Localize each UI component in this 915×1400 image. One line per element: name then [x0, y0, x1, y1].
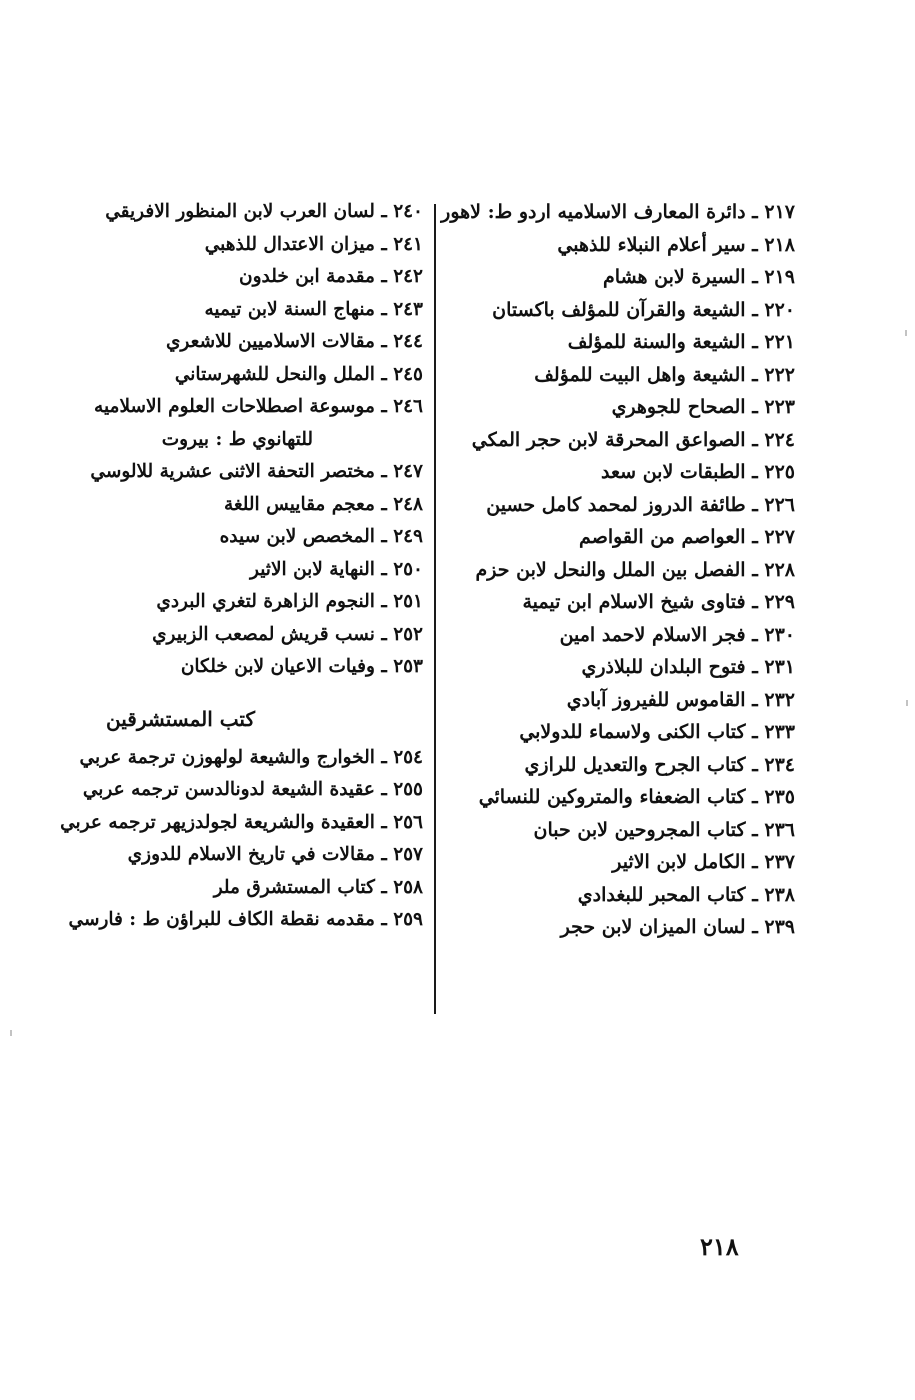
reference-entry: ٢١٨ ـ سير أعلام النبلاء للذهبي	[557, 233, 795, 256]
reference-entry: ٢٥٥ ـ عقيدة الشيعة لدونالدسن ترجمه عربي	[82, 779, 423, 800]
left-entries-group-a	[0, 196, 423, 424]
reference-entry: ٢٥٢ ـ نسب قريش لمصعب الزبيري	[152, 623, 423, 645]
reference-entry: ٢٤٥ ـ الملل والنحل للشهرستاني	[174, 363, 423, 385]
reference-entry: ٢٤٣ ـ منهاج السنة لابن تيميه	[204, 298, 423, 320]
reference-entry: ٢٢٣ ـ الصحاح للجوهري	[611, 396, 795, 418]
reference-entry: ٢٢٧ ـ العواصم من القواصم	[579, 526, 795, 548]
left-entries-group-b	[0, 456, 423, 684]
reference-entry: ٢٥٦ ـ العقيدة والشريعة لجولدزيهر ترجمه عربي	[60, 811, 423, 833]
reference-entry: ٢٤٤ ـ مقالات الاسلاميين للاشعري	[165, 331, 423, 352]
scan-speck	[905, 330, 907, 336]
reference-entry: ٢٢٤ ـ الصواعق المحرقة لابن حجر المكي	[471, 428, 795, 451]
reference-entry: ٢١٧ ـ دائرة المعارف الاسلاميه اردو ط: لاهور	[441, 201, 795, 223]
reference-entry: ٢٥٠ ـ النهاية لابن الاثير	[250, 558, 423, 580]
reference-entry: ٢٤٦ ـ موسوعة اصطلاحات العلوم الاسلاميه	[94, 396, 423, 417]
reference-entry: ٢٣٥ ـ كتاب الضعفاء والمتروكين للنسائي	[478, 786, 795, 808]
reference-entry: ٢٥٩ ـ مقدمه نقطة الكاف للبراؤن ط : فارسي	[68, 909, 423, 930]
reference-entry: ٢٣٣ ـ كتاب الكنى ولاسماء للدولابي	[519, 721, 795, 743]
reference-entry: ٢٣٧ ـ الكامل لابن الاثير	[612, 851, 795, 873]
left-entries-group-c	[0, 742, 423, 937]
reference-entry: ٢٢٥ ـ الطبقات لابن سعد	[601, 461, 795, 483]
reference-entry: ٢٤٩ ـ المخصص لابن سيده	[219, 526, 423, 547]
reference-entry: ٢٣٢ ـ القاموس للفيروز آبادي	[566, 688, 795, 711]
reference-entry: ٢٣١ ـ فتوح البلدان للبلاذري	[581, 656, 795, 678]
reference-entry: ٢١٩ ـ السيرة لابن هشام	[603, 266, 795, 288]
reference-entry: ٢٣٤ ـ كتاب الجرح والتعديل للرازي	[524, 753, 795, 776]
reference-entry: ٢٥١ ـ النجوم الزاهرة لتغري البردي	[156, 591, 423, 612]
scan-speck	[906, 700, 908, 706]
reference-entry: ٢٥٤ ـ الخوارج والشيعة لولهوزن ترجمة عربي	[79, 746, 423, 768]
reference-entry: ٢٢٢ ـ الشيعة واهل البيت للمؤلف	[534, 363, 795, 386]
scan-speck	[10, 1030, 12, 1036]
reference-entry: ٢٢١ ـ الشيعة والسنة للمؤلف	[567, 331, 795, 353]
reference-entry: ٢٤١ ـ ميزان الاعتدال للذهبي	[204, 233, 423, 255]
page-number: ٢١٨	[700, 1232, 739, 1261]
reference-entry: ٢٢٨ ـ الفصل بين الملل والنحل لابن حزم	[475, 558, 795, 581]
reference-entry: ٢٥٧ ـ مقالات في تاريخ الاسلام للدوزي	[127, 844, 423, 865]
reference-entry: ٢٤٠ ـ لسان العرب لابن المنظور الافريقي	[105, 201, 423, 222]
reference-entry: ٢٢٦ ـ طائفة الدروز لمحمد كامل حسين	[486, 493, 795, 516]
references-column-right	[415, 196, 795, 944]
reference-entry: ٢٥٣ ـ وفيات الاعيان لابن خلكان	[180, 656, 423, 677]
reference-entry: ٢٣٠ ـ فجر الاسلام لاحمد امين	[559, 623, 795, 646]
references-column-left	[0, 196, 423, 937]
reference-entry: ٢٤٧ ـ مختصر التحفة الاثنى عشرية للالوسي	[90, 461, 423, 482]
reference-entry: ٢٥٨ ـ كتاب المستشرق ملر	[213, 876, 423, 898]
reference-entry: ٢٢٩ ـ فتاوى شيخ الاسلام ابن تيمية	[522, 591, 795, 613]
reference-entry: ٢٤٢ ـ مقدمة ابن خلدون	[239, 266, 423, 287]
reference-entry: ٢٣٨ ـ كتاب المحبر للبغدادي	[577, 883, 795, 906]
section-heading-orientalists: كتب المستشرقين	[106, 706, 255, 731]
reference-entry: ٢٣٩ ـ لسان الميزان لابن حجر	[560, 916, 795, 938]
reference-entry: ٢٢٠ ـ الشيعة والقرآن للمؤلف باكستان	[492, 298, 795, 321]
reference-entry: ٢٤٨ ـ معجم مقاييس اللغة	[223, 493, 423, 515]
reference-entry: ٢٣٦ ـ كتاب المجروحين لابن حبان	[533, 818, 795, 841]
reference-entry-continuation: للتهانوي ط : بيروت	[161, 428, 313, 450]
column-divider	[434, 204, 436, 1014]
